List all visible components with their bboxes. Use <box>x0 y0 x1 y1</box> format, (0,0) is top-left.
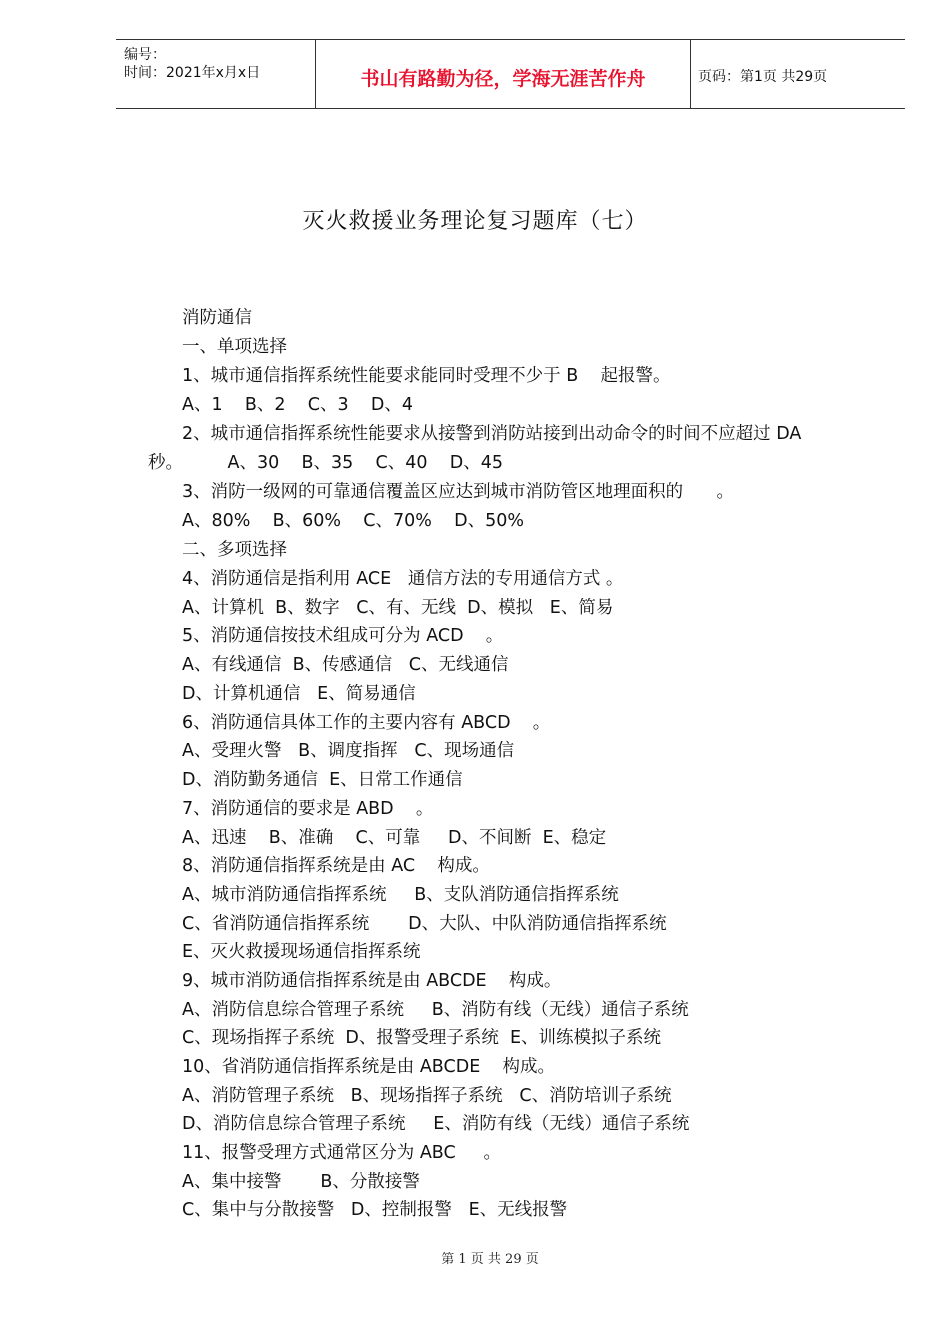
options-line: A、计算机 B、数字 C、有、无线 D、模拟 E、简易 <box>182 598 614 618</box>
question-line: 3、消防一级网的可靠通信覆盖区应达到城市消防管区地理面积的 。 <box>182 482 735 502</box>
options-line: A、80% B、60% C、70% D、50% <box>182 511 525 531</box>
page-info: 页码：第1页 共29页 <box>698 69 828 85</box>
header-right-cell <box>690 40 905 108</box>
subsection-heading: 二、多项选择 <box>182 540 287 560</box>
options-line: A、迅速 B、准确 C、可靠 D、不间断 E、稳定 <box>182 828 607 848</box>
options-line: 秒。 A、30 B、35 C、40 D、45 <box>148 453 503 473</box>
question-line: 4、消防通信是指利用 ACE 通信方法的专用通信方式 。 <box>182 569 624 589</box>
options-line: A、消防管理子系统 B、现场指挥子系统 C、消防培训子系统 <box>182 1086 672 1106</box>
options-line: A、有线通信 B、传感通信 C、无线通信 <box>182 655 509 675</box>
options-line: A、1 B、2 C、3 D、4 <box>182 395 413 415</box>
options-line: C、现场指挥子系统 D、报警受理子系统 E、训练模拟子系统 <box>182 1028 662 1048</box>
question-line: 1、城市通信指挥系统性能要求能同时受理不少于 B 起报警。 <box>182 366 671 386</box>
question-line: 7、消防通信的要求是 ABD 。 <box>182 799 434 819</box>
options-line: D、计算机通信 E、简易通信 <box>182 684 416 704</box>
options-line: A、消防信息综合管理子系统 B、消防有线（无线）通信子系统 <box>182 1000 689 1020</box>
options-line: D、消防信息综合管理子系统 E、消防有线（无线）通信子系统 <box>182 1114 690 1134</box>
subsection-heading: 一、单项选择 <box>182 337 287 357</box>
question-line: 10、省消防通信指挥系统是由 ABCDE 构成。 <box>182 1057 556 1077</box>
options-line: D、消防勤务通信 E、日常工作通信 <box>182 770 463 790</box>
question-line: 5、消防通信按技术组成可分为 ACD 。 <box>182 626 504 646</box>
document-title: 灭火救援业务理论复习题库（七） <box>302 209 648 234</box>
time-label: 时间：2021年x月x日 <box>124 65 261 81</box>
slogan: 书山有路勤为径，学海无涯苦作舟 <box>360 68 646 90</box>
options-line: C、省消防通信指挥系统 D、大队、中队消防通信指挥系统 <box>182 914 667 934</box>
header-left-cell <box>116 40 315 108</box>
question-line: 6、消防通信具体工作的主要内容有 ABCD 。 <box>182 713 551 733</box>
options-line: E、灭火救援现场通信指挥系统 <box>182 942 421 962</box>
question-line: 8、消防通信指挥系统是由 AC 构成。 <box>182 856 490 876</box>
question-line: 9、城市消防通信指挥系统是由 ABCDE 构成。 <box>182 971 562 991</box>
options-line: C、集中与分散接警 D、控制报警 E、无线报警 <box>182 1200 568 1220</box>
question-line: 2、城市通信指挥系统性能要求从接警到消防站接到出动命令的时间不应超过 DA <box>182 424 802 444</box>
question-line: 11、报警受理方式通常区分为 ABC 。 <box>182 1143 502 1163</box>
id-label: 编号： <box>124 47 166 63</box>
options-line: A、集中接警 B、分散接警 <box>182 1172 420 1192</box>
section-heading: 消防通信 <box>182 308 252 328</box>
header-middle-cell <box>315 40 691 108</box>
options-line: A、受理火警 B、调度指挥 C、现场通信 <box>182 741 515 761</box>
header-table <box>116 39 905 109</box>
page-footer: 第 1 页 共 29 页 <box>441 1252 539 1267</box>
options-line: A、城市消防通信指挥系统 B、支队消防通信指挥系统 <box>182 885 619 905</box>
